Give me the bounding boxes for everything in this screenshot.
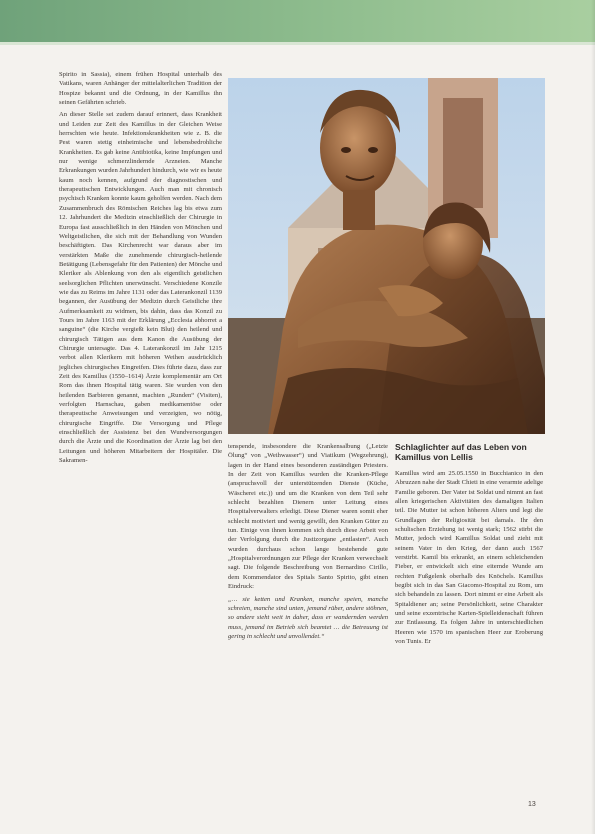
page-edge-shadow <box>591 0 595 834</box>
text-column-left <box>59 70 222 468</box>
paragraph: tenspende, insbesondere die Krankensalbung („Letzte Ölung“ von „Weihwasser“) und Viatikum (Wegzehrung), lagen in der Hand eines besonderen zuständigen Priesters. In der Zeit von Kamillus wurden die Kranken-Pflege (anspruchsvoll der unterstützenden Dienste (Küche, Wäscherei etc.)) und um die Kranken von dem Teil sehr schlecht bezahlten Dienern unter Leitung eines Hospitalverwalters erledigt. Diese Diener waren somit eher schlecht motiviert und wenig gewillt, den Kranken Güter zu tun. Einige von ihnen kommen sich durch diese Arbeit von der Verfolgung durch die Justizorgane „entlasten“. Auch wurden durchaus schon lange bestehende gute „Hospitalverordnungen zur Pflege der Kranken verwechselt sagt. Die folgende Beschreibung von Bernardino Cirillo, dem Kommendator des Spitals Santo Spirito, gibt einen Eindruck: <box>228 443 388 591</box>
quote-paragraph: „… sie ketten und Kranken, manche speien, manche schreien, manche sind unten, jemand rüber, andere stöhnen, so andere sieht weit in daher, dass er wandernden werden muss, jemand im Betrieb sich beamtet … die Betreuung ist gering in schlecht und unvollendet.“ <box>228 595 388 640</box>
sidebar-heading: Schlaglichter auf das Leben von Kamillus von Lellis <box>395 442 527 463</box>
statue-photo-illustration <box>228 78 545 434</box>
paragraph: Spirito in Sassia), einem frühen Hospital unterhalb des Vatikans, waren Anhänger der mittelalterlichen Tradition der Hospize bekannt und die Ordnung, in der Kamillus ihn seinen Gefährten schrieb. <box>59 71 222 107</box>
paragraph: An dieser Stelle sei zudem darauf erinnert, dass Krankheit und Leiden zur Zeit des Kamillus in der Gleichen Weise herrschten wie heute. Infektionskrankheiten wie z. B. die Pest waren stetig einheimische und lebensbedrohliche Krankheiten. Es gab keine Antibiotika, keine Impfungen und nur wenige schmerzlindernde Arzneien. Manche Erkrankungen wurden Jahrhundert hindurch, wie wir es heute kaum noch kennen, aufgrund der diagnostischen und therapeutischen Entwicklungen. Auch man mit chronisch psychisch Kranken konnte kaum geholfen werden. Nach dem Zusammenbruch des Römischen Reiches lag bis etwa zum 12. Jahrhundert die Medizin einschließlich der Chirurgie in Europa fast ausschließlich in den Händen von Mönchen und Weltgeistlichen, die sich mit der Behandlung von Wunden beschäftigten. Das Kirchenrecht war daraus aber im verstärkten Maße die zunehmende chirurgisch-heilende Betätigung (Lebensgefahr für den Patienten) der Mönche und Kleriker als Ablenkung von den als eigentlich geistlichen seelsorglichen Pflichten unerwünscht. Verschiedene Konzile wie das zu Reims im Jahre 1131 oder das Laterankonzil 1139 begannen, der Ausübung der Medizin durch Geistliche ihre Aufmerksamkeit zu widmen, bis dahin, dass das Konzil zu Tours im Jahre 1163 mit der Erklärung „Ecclesia abhorret a sanguine“ (die Kirche vergießt kein Blut) den heilend und chirurgisch Tätigen aus dem Kanon die Ausübung der Chirurgie untersagte. Das 4. Laterankonzil im Jahr 1215 verbot allen Klerikern mit höheren Weihen ausdrücklich jegliches chirurgisches Eingreifen. Dies führte dazu, dass zur Zeit des Kamillus (1550–1614) Ärzte komplementär am Ort Rom das ihnen Hospital tätig waren. Sie wurden von den heilenden Barbieren genannt, machten „Runden“ (Visiten), verfolgten Harnschau, gaben medikamentöse oder therapeutische Anweisungen und verzeigten, wo nötig, chirurgische Eingriffe. Die Versorgung und Pflege einschließlich der Assistenz bei den Wundversorgungen durch die Ärzte und die Koordination der Ärzte lag bei den Leitungen und höheren Mitarbeitern der Hospitäler. Die Sakramen- <box>59 111 222 465</box>
statue-photo <box>228 78 545 434</box>
page-number: 13 <box>528 801 536 808</box>
text-column-right <box>395 442 543 649</box>
text-column-middle <box>228 442 388 644</box>
page-top-band <box>0 0 595 42</box>
paragraph: Kamillus wird am 25.05.1550 in Bucchianico in den Abruzzen nahe der Stadt Chieti in eine verarmte adelige Familie geboren. Der Vater ist Soldat und nimmt an fast allen kriegerischen Aktivitäten des damaligen Italien teil. Die Mutter ist schon höheren Alters und legt die Grundlagen der Religiosität bei damals. Ihr den schulischen Erziehung ist wenig stark; 1562 stirbt die Mutter, jedoch wird Kamillus Soldat und zieht mit seinem Vater in den Krieg, der dann auch 1567 verstirbt. Kamil bis erkrankt, an einem schleichenden Fieber, er entwickelt sich eine eiternde Wunde am rechten Fußgelenk oberhalb des Knöchels. Kamillus begibt sich in das San Giacomo-Hospital zu Rom, um sich behandeln zu lassen. Dort nimmt er eine Arbeit als Spitaldiener an; seine Persönlichkeit, seine Charakter und seine exzentrische Karten-Spielleidenschaft führen zur Entlassung. Es folgen Jahre in unterschiedlichen Heeren wie 1570 im spanischen Heer zur Eroberung von Tunis. Er <box>395 469 543 645</box>
